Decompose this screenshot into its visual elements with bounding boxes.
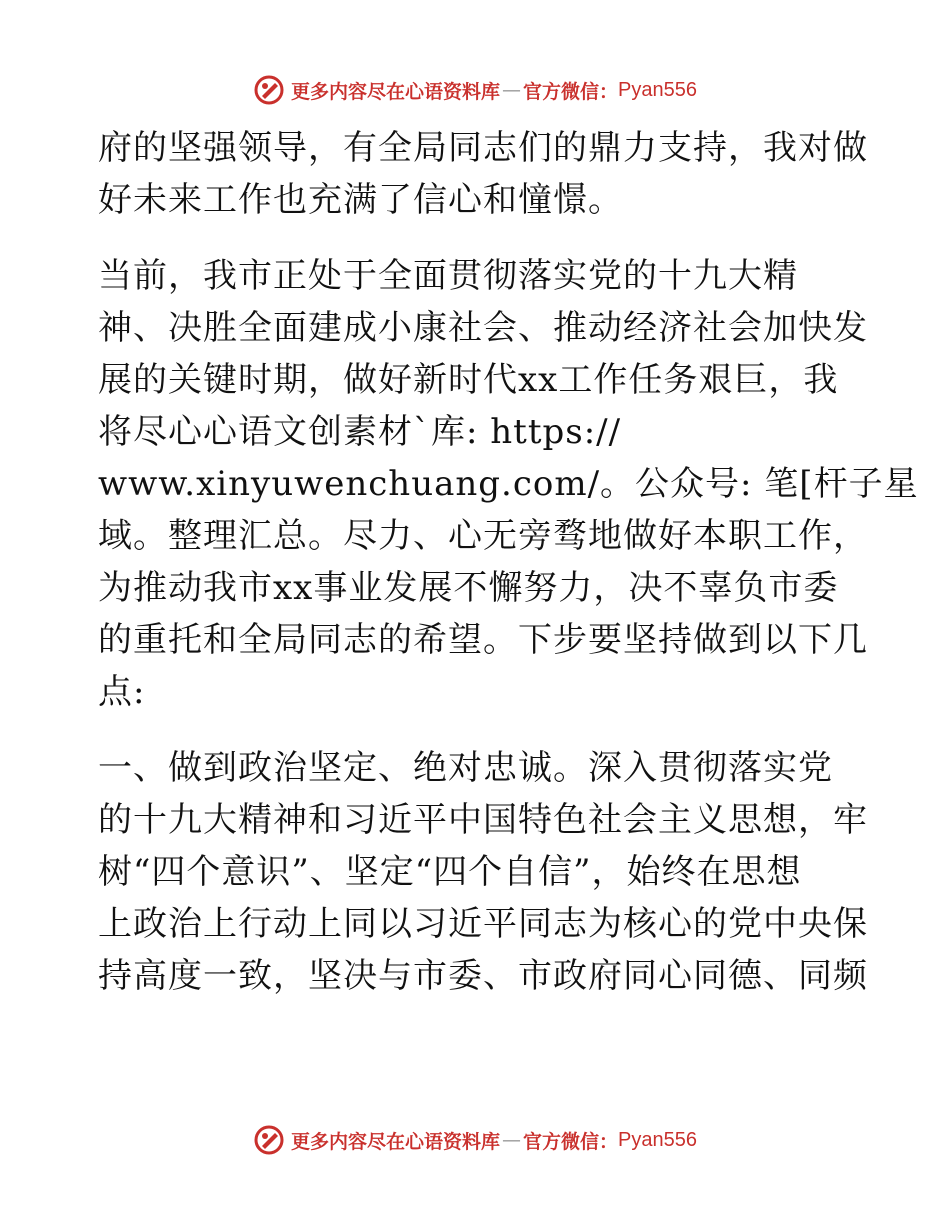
paragraph-3: [98, 742, 868, 1002]
banner-dash: —: [502, 79, 522, 101]
banner-dash: —: [502, 1129, 522, 1151]
text-line: 上政治上行动上同以习近平同志为核心的党中央保: [98, 904, 868, 944]
banner-wechat-id: Pyan556: [618, 78, 697, 101]
banner-wechat-id: Pyan556: [618, 1128, 697, 1151]
header-watermark-banner: [0, 70, 950, 110]
text-line: 一、做到政治坚定、绝对忠诚。深入贯彻落实党: [98, 748, 833, 788]
xinyu-logo-icon: [253, 74, 285, 106]
banner-library-text: 更多内容尽在心语资料库: [291, 80, 501, 103]
text-line: www.xinyuwenchuang.com/。公众号: 笔[杆子星: [98, 464, 919, 504]
text-line: 府的坚强领导，有全局同志们的鼎力支持，我对做: [98, 128, 868, 168]
text-line: 为推动我市xx事业发展不懈努力，决不辜负市委: [98, 568, 839, 608]
paragraph-2: [98, 250, 919, 718]
text-line: 树“四个意识”、坚定“四个自信”，始终在思想: [98, 852, 802, 892]
text-line: 将尽心心语文创素材`库: https://: [98, 412, 622, 452]
banner-library-text: 更多内容尽在心语资料库: [291, 1130, 501, 1153]
text-line: 的重托和全局同志的希望。下步要坚持做到以下几: [98, 620, 868, 660]
text-line: 的十九大精神和习近平中国特色社会主义思想，牢: [98, 800, 868, 840]
text-line: 展的关键时期，做好新时代xx工作任务艰巨，我: [98, 360, 839, 400]
xinyu-logo-icon: [253, 1124, 285, 1156]
document-body: [98, 122, 919, 1026]
text-line: 好未来工作也充满了信心和憧憬。: [98, 180, 623, 220]
text-line: 持高度一致，坚决与市委、市政府同心同德、同频: [98, 956, 868, 996]
banner-wechat-label: 官方微信：: [523, 1130, 619, 1153]
text-line: 神、决胜全面建成小康社会、推动经济社会加快发: [98, 308, 868, 348]
footer-watermark-banner: [0, 1120, 950, 1160]
paragraph-1: [98, 122, 868, 226]
banner-wechat-label: 官方微信：: [523, 80, 619, 103]
text-line: 域。整理汇总。尽力、心无旁骛地做好本职工作，: [98, 516, 868, 556]
text-line: 点:: [98, 672, 146, 712]
text-line: 当前，我市正处于全面贯彻落实党的十九大精: [98, 256, 798, 296]
